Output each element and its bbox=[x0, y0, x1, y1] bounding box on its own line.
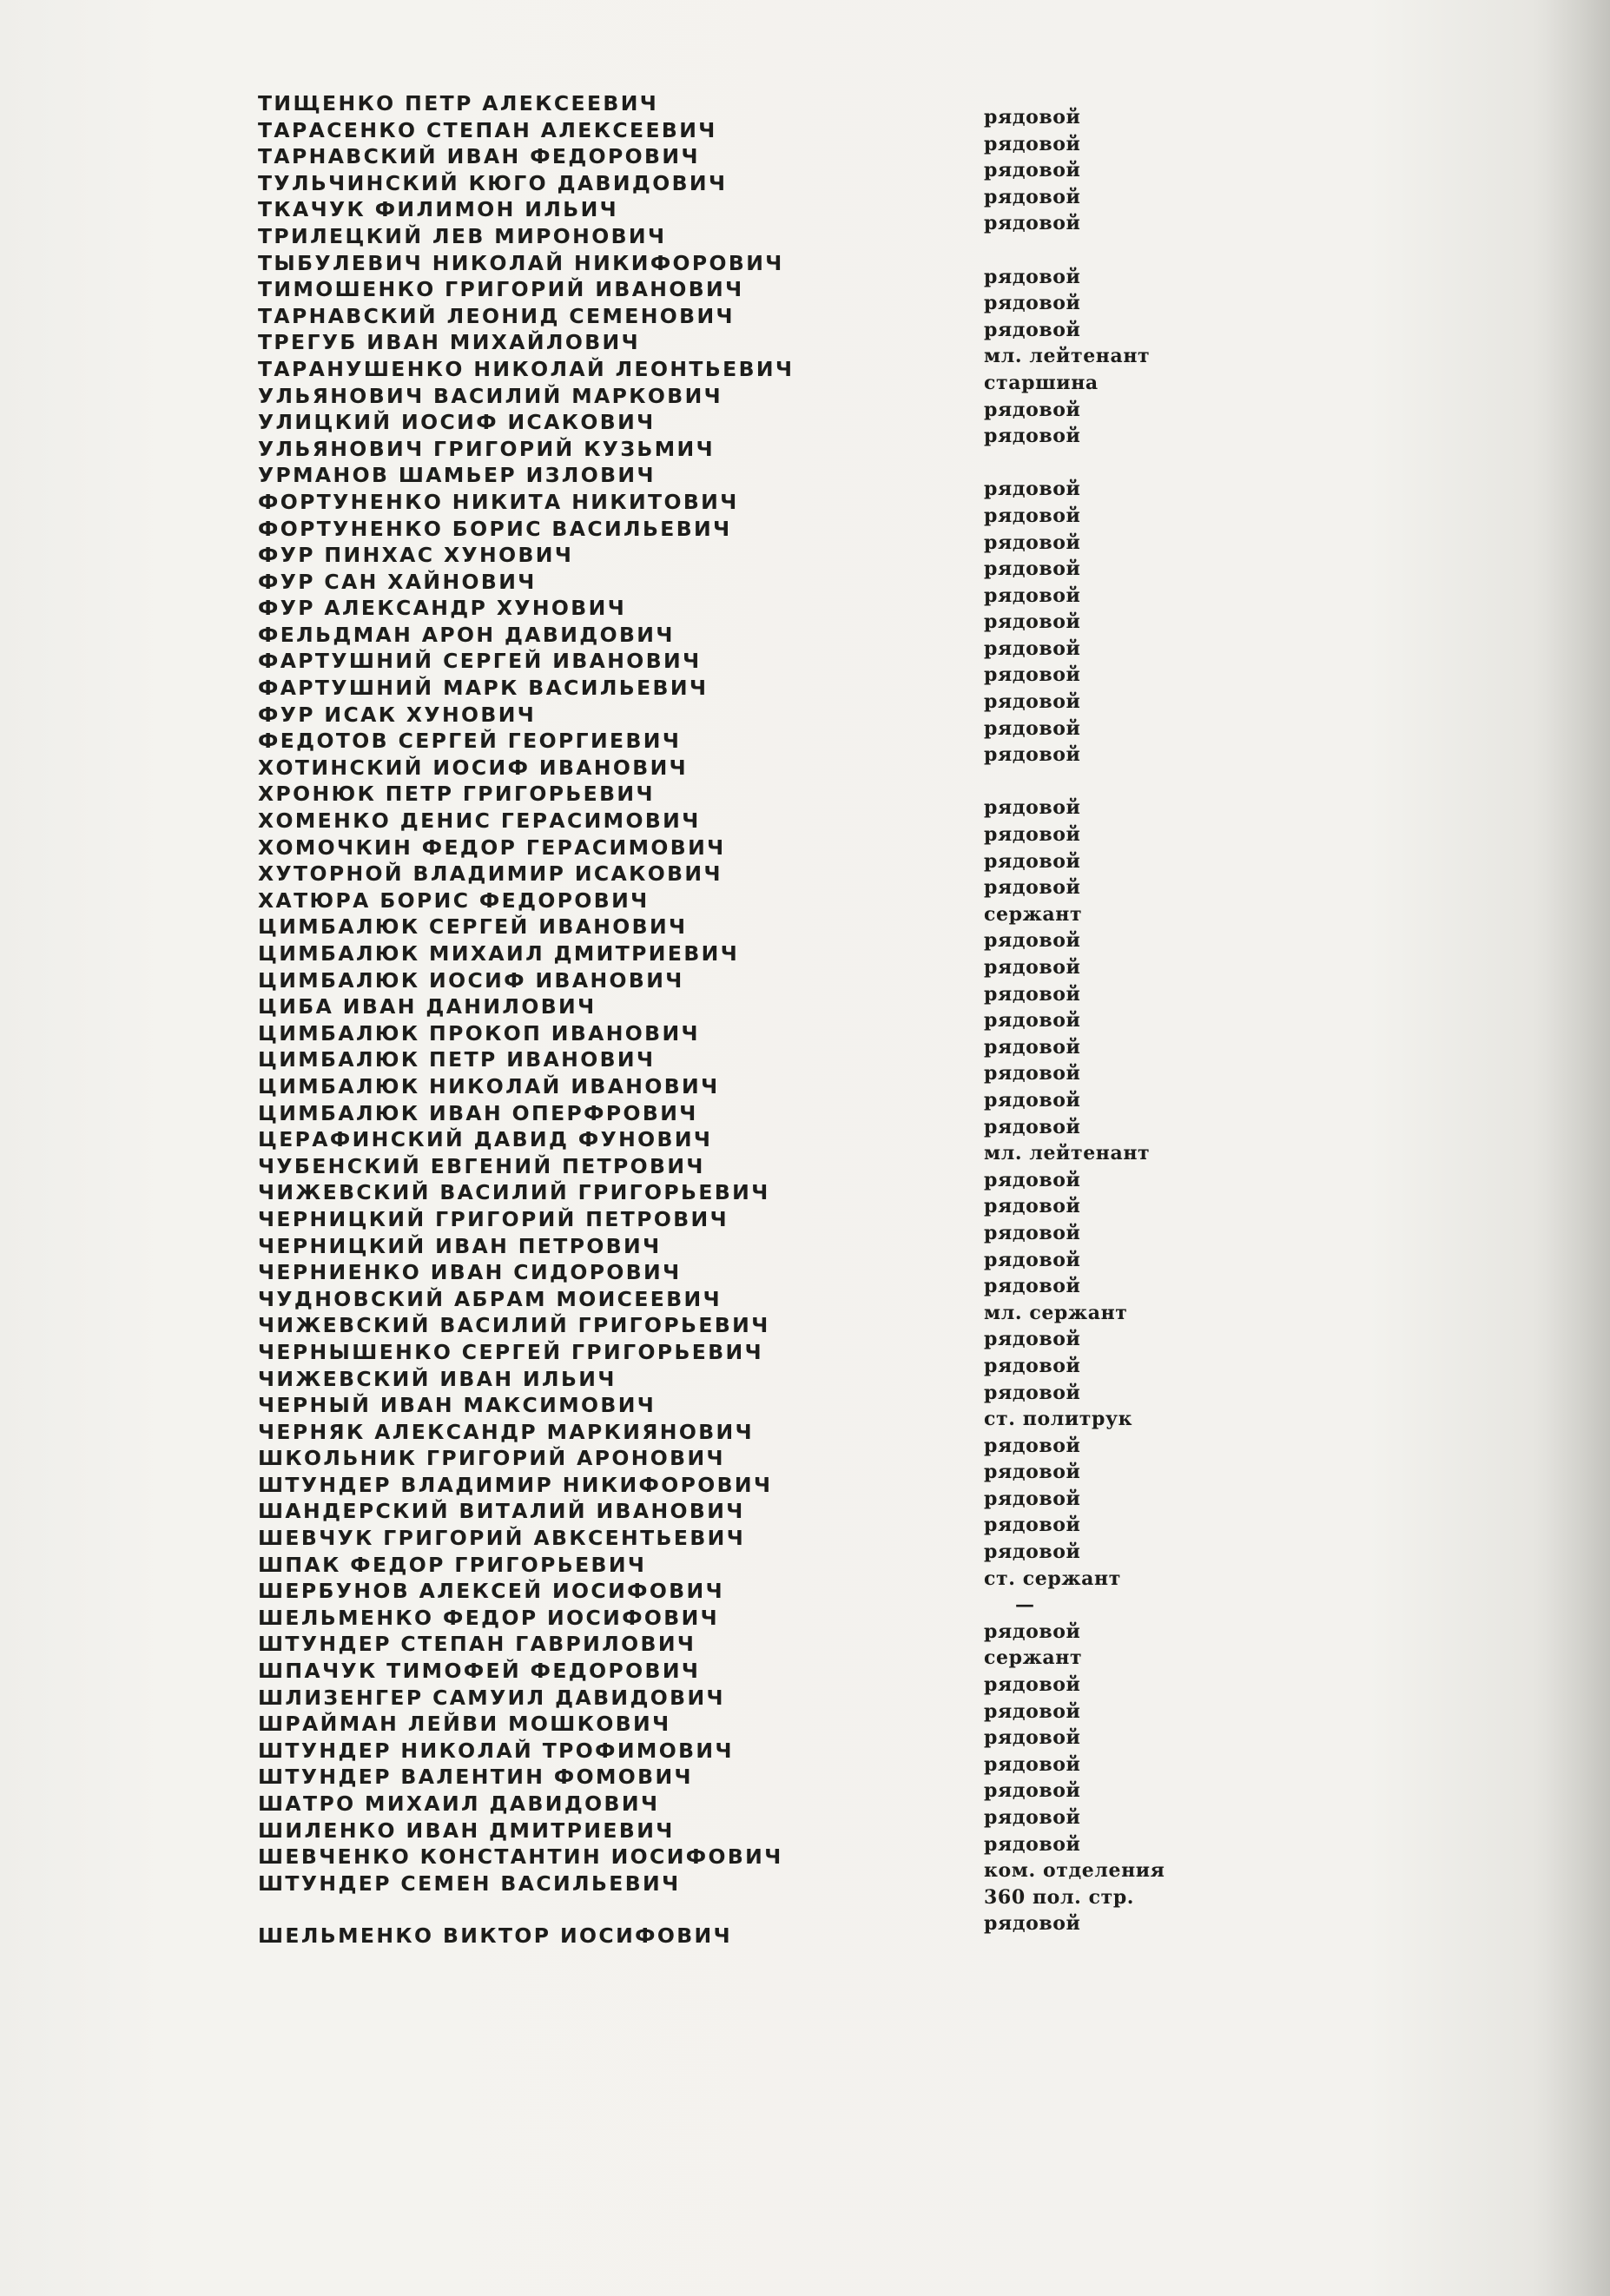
person-name: ФЕДОТОВ СЕРГЕЙ ГЕОРГИЕВИЧ bbox=[258, 729, 682, 754]
military-rank: рядовой bbox=[984, 796, 1081, 820]
military-rank: рядовой bbox=[984, 1752, 1081, 1776]
person-name: ТКАЧУК ФИЛИМОН ИЛЬИЧ bbox=[258, 197, 619, 222]
person-name: ХОМЕНКО ДЕНИС ГЕРАСИМОВИЧ bbox=[258, 808, 701, 834]
person-name: ТРИЛЕЦКИЙ ЛЕВ МИРОНОВИЧ bbox=[258, 223, 667, 248]
person-name: ФУР САН ХАЙНОВИЧ bbox=[258, 569, 537, 594]
military-rank: рядовой bbox=[984, 132, 1081, 155]
military-rank: рядовой bbox=[984, 849, 1081, 873]
military-rank: рядовой bbox=[984, 1009, 1081, 1033]
military-rank: ст. политрук bbox=[984, 1408, 1133, 1431]
person-name: ЧЕРНЯК АЛЕКСАНДР МАРКИЯНОВИЧ bbox=[258, 1419, 755, 1444]
person-name: ЦИМБАЛЮК ИВАН ОПЕРФРОВИЧ bbox=[258, 1100, 698, 1125]
person-name: ХОМОЧКИН ФЕДОР ГЕРАСИМОВИЧ bbox=[258, 835, 726, 860]
military-rank: рядовой bbox=[984, 1035, 1081, 1059]
military-rank: рядовой bbox=[984, 1699, 1081, 1723]
person-name: ЧЕРНИЦКИЙ ИВАН ПЕТРОВИЧ bbox=[258, 1233, 662, 1258]
military-rank: 360 пол. стр. bbox=[984, 1885, 1135, 1909]
person-name: ТРЕГУБ ИВАН МИХАЙЛОВИЧ bbox=[258, 330, 640, 355]
person-name: ЦИМБАЛЮК СЕРГЕЙ ИВАНОВИЧ bbox=[258, 914, 688, 940]
military-rank: рядовой bbox=[984, 185, 1081, 208]
person-name: ТИЩЕНКО ПЕТР АЛЕКСЕЕВИЧ bbox=[258, 91, 659, 115]
person-name: ФОРТУНЕНКО НИКИТА НИКИТОВИЧ bbox=[258, 489, 739, 514]
military-rank: рядовой bbox=[984, 876, 1081, 900]
person-name: ЧУДНОВСКИЙ АБРАМ МОИСЕЕВИЧ bbox=[258, 1286, 722, 1311]
military-rank bbox=[984, 237, 1244, 264]
military-rank: рядовой bbox=[984, 1381, 1081, 1404]
person-name: ШЕРБУНОВ АЛЕКСЕЙ ИОСИФОВИЧ bbox=[258, 1579, 725, 1604]
military-rank: рядовой bbox=[984, 610, 1081, 634]
military-rank: рядовой bbox=[984, 1620, 1081, 1643]
person-name: ЧИЖЕВСКИЙ ИВАН ИЛЬИЧ bbox=[258, 1366, 617, 1391]
military-rank: рядовой bbox=[984, 1168, 1081, 1191]
names-column bbox=[258, 90, 953, 1950]
military-rank bbox=[984, 769, 1244, 795]
person-name: ШАНДЕРСКИЙ ВИТАЛИЙ ИВАНОВИЧ bbox=[258, 1499, 745, 1524]
ranks-column bbox=[984, 104, 1244, 1937]
military-rank: рядовой bbox=[984, 1115, 1081, 1138]
military-rank: рядовой bbox=[984, 1354, 1081, 1377]
military-rank: рядовой bbox=[984, 690, 1081, 714]
person-name: ЧИЖЕВСКИЙ ВАСИЛИЙ ГРИГОРЬЕВИЧ bbox=[258, 1180, 770, 1205]
person-name: ТАРНАВСКИЙ ИВАН ФЕДОРОВИЧ bbox=[258, 144, 700, 169]
military-rank: рядовой bbox=[984, 956, 1081, 979]
military-rank: рядовой bbox=[984, 478, 1081, 501]
person-name: ШПАЧУК ТИМОФЕЙ ФЕДОРОВИЧ bbox=[258, 1659, 701, 1684]
person-name: ТЫБУЛЕВИЧ НИКОЛАЙ НИКИФОРОВИЧ bbox=[258, 250, 784, 275]
person-name: ШЕЛЬМЕНКО ВИКТОР ИОСИФОВИЧ bbox=[258, 1923, 732, 1949]
person-name: ШТУНДЕР СТЕПАН ГАВРИЛОВИЧ bbox=[258, 1632, 696, 1657]
military-rank: рядовой bbox=[984, 1779, 1081, 1803]
person-name: ТАРАНУШЕНКО НИКОЛАЙ ЛЕОНТЬЕВИЧ bbox=[258, 356, 795, 381]
person-name: ШИЛЕНКО ИВАН ДМИТРИЕВИЧ bbox=[258, 1818, 675, 1843]
military-rank: рядовой bbox=[984, 1832, 1081, 1856]
military-rank: рядовой bbox=[984, 743, 1081, 767]
person-name: ЦИМБАЛЮК МИХАИЛ ДМИТРИЕВИЧ bbox=[258, 941, 740, 966]
person-name: ХУТОРНОЙ ВЛАДИМИР ИСАКОВИЧ bbox=[258, 861, 723, 887]
military-rank: рядовой bbox=[984, 663, 1081, 687]
military-rank: ст. сержант bbox=[984, 1567, 1121, 1590]
military-rank: рядовой bbox=[984, 1328, 1081, 1351]
military-rank: рядовой bbox=[984, 716, 1081, 740]
person-name: ТАРНАВСКИЙ ЛЕОНИД СЕМЕНОВИЧ bbox=[258, 303, 735, 328]
person-name: УРМАНОВ ШАМЬЕР ИЗЛОВИЧ bbox=[258, 463, 656, 488]
person-name: ЦЕРАФИНСКИЙ ДАВИД ФУНОВИЧ bbox=[258, 1127, 713, 1152]
person-name: ЧИЖЕВСКИЙ ВАСИЛИЙ ГРИГОРЬЕВИЧ bbox=[258, 1313, 770, 1338]
person-name: ШПАК ФЕДОР ГРИГОРЬЕВИЧ bbox=[258, 1552, 647, 1577]
person-name: ШАТРО МИХАИЛ ДАВИДОВИЧ bbox=[258, 1791, 660, 1816]
military-rank: рядовой bbox=[984, 504, 1081, 527]
person-name: УЛЬЯНОВИЧ ВАСИЛИЙ МАРКОВИЧ bbox=[258, 383, 723, 408]
person-name: ШЕВЧЕНКО КОНСТАНТИН ИОСИФОВИЧ bbox=[258, 1844, 783, 1870]
person-name: ХОТИНСКИЙ ИОСИФ ИВАНОВИЧ bbox=[258, 755, 689, 780]
person-name: ШЕВЧУК ГРИГОРИЙ АВКСЕНТЬЕВИЧ bbox=[258, 1526, 746, 1551]
military-rank: рядовой bbox=[984, 929, 1081, 953]
military-rank: рядовой bbox=[984, 823, 1081, 847]
military-rank: рядовой bbox=[984, 1088, 1081, 1112]
person-name: ЧУБЕНСКИЙ ЕВГЕНИЙ ПЕТРОВИЧ bbox=[258, 1153, 705, 1178]
military-rank: рядовой bbox=[984, 212, 1081, 235]
person-name: ЦИМБАЛЮК ПРОКОП ИВАНОВИЧ bbox=[258, 1020, 700, 1046]
person-name: ФАРТУШНИЙ МАРК ВАСИЛЬЕВИЧ bbox=[258, 676, 709, 701]
military-rank: рядовой bbox=[984, 1062, 1081, 1085]
person-name: ШТУНДЕР ВАЛЕНТИН ФОМОВИЧ bbox=[258, 1765, 693, 1790]
military-rank: рядовой bbox=[984, 292, 1081, 315]
military-rank bbox=[984, 450, 1244, 477]
military-rank: рядовой bbox=[984, 637, 1081, 660]
military-rank: рядовой bbox=[984, 1726, 1081, 1750]
person-name: УЛЬЯНОВИЧ ГРИГОРИЙ КУЗЬМИЧ bbox=[258, 436, 715, 461]
military-rank: рядовой bbox=[984, 425, 1081, 448]
military-rank: рядовой bbox=[984, 531, 1081, 554]
military-rank: рядовой bbox=[984, 159, 1081, 182]
military-rank: рядовой bbox=[984, 1673, 1081, 1697]
person-name: ШЛИЗЕНГЕР САМУИЛ ДАВИДОВИЧ bbox=[258, 1685, 725, 1710]
person-name: ФОРТУНЕНКО БОРИС ВАСИЛЬЕВИЧ bbox=[258, 516, 732, 541]
military-rank: рядовой bbox=[984, 1541, 1081, 1564]
military-rank: рядовой bbox=[984, 1806, 1081, 1829]
military-rank: рядовой bbox=[984, 106, 1081, 129]
military-rank: рядовой bbox=[984, 265, 1081, 288]
person-name: ЦИМБАЛЮК ПЕТР ИВАНОВИЧ bbox=[258, 1047, 656, 1072]
military-rank: рядовой bbox=[984, 558, 1081, 581]
person-name: ЧЕРНЫШЕНКО СЕРГЕЙ ГРИГОРЬЕВИЧ bbox=[258, 1339, 763, 1364]
person-name: ТАРАСЕНКО СТЕПАН АЛЕКСЕЕВИЧ bbox=[258, 117, 717, 142]
person-name: ТИМОШЕНКО ГРИГОРИЙ ИВАНОВИЧ bbox=[258, 277, 744, 302]
person-name: ЧЕРНИЕНКО ИВАН СИДОРОВИЧ bbox=[258, 1260, 682, 1285]
person-name: ХРОНЮК ПЕТР ГРИГОРЬЕВИЧ bbox=[258, 782, 655, 807]
person-name: ШЕЛЬМЕНКО ФЕДОР ИОСИФОВИЧ bbox=[258, 1605, 720, 1630]
military-rank: рядовой bbox=[984, 1514, 1081, 1537]
military-rank: мл. лейтенант bbox=[984, 345, 1151, 368]
person-name: ФУР ПИНХАС ХУНОВИЧ bbox=[258, 543, 574, 568]
military-rank: рядовой bbox=[984, 398, 1081, 421]
person-name: ФЕЛЬДМАН АРОН ДАВИДОВИЧ bbox=[258, 622, 675, 647]
person-name: ШРАЙМАН ЛЕЙВИ МОШКОВИЧ bbox=[258, 1712, 671, 1737]
person-name: ЧЕРНИЦКИЙ ГРИГОРИЙ ПЕТРОВИЧ bbox=[258, 1206, 729, 1231]
military-rank: — bbox=[1015, 1593, 1035, 1617]
person-name: УЛИЦКИЙ ИОСИФ ИСАКОВИЧ bbox=[258, 410, 656, 435]
person-name: ТУЛЬЧИНСКИЙ КЮГО ДАВИДОВИЧ bbox=[258, 170, 728, 195]
person-name: ХАТЮРА БОРИС ФЕДОРОВИЧ bbox=[258, 887, 650, 913]
person-name: ФУР ИСАК ХУНОВИЧ bbox=[258, 702, 537, 727]
military-rank: рядовой bbox=[984, 1275, 1081, 1298]
military-rank: мл. сержант bbox=[984, 1301, 1128, 1324]
military-rank: рядовой bbox=[984, 584, 1081, 607]
military-rank: рядовой bbox=[984, 1434, 1081, 1457]
person-name: ШТУНДЕР ВЛАДИМИР НИКИФОРОВИЧ bbox=[258, 1472, 773, 1497]
person-name: ШТУНДЕР НИКОЛАЙ ТРОФИМОВИЧ bbox=[258, 1738, 734, 1763]
person-name: ЦИМБАЛЮК НИКОЛАЙ ИВАНОВИЧ bbox=[258, 1073, 720, 1099]
person-name: ЦИБА ИВАН ДАНИЛОВИЧ bbox=[258, 994, 597, 1019]
military-rank: рядовой bbox=[984, 1248, 1081, 1271]
person-name: ЧЕРНЫЙ ИВАН МАКСИМОВИЧ bbox=[258, 1393, 657, 1418]
military-rank: рядовой bbox=[984, 1912, 1081, 1936]
military-rank: мл. лейтенант bbox=[984, 1142, 1151, 1165]
military-rank: рядовой bbox=[984, 1221, 1081, 1244]
person-name: ФУР АЛЕКСАНДР ХУНОВИЧ bbox=[258, 596, 627, 621]
military-rank: рядовой bbox=[984, 982, 1081, 1006]
military-rank: рядовой bbox=[984, 1461, 1081, 1484]
person-name: ШТУНДЕР СЕМЕН ВАСИЛЬЕВИЧ bbox=[258, 1870, 681, 1896]
military-rank: сержант bbox=[984, 902, 1083, 926]
military-rank: рядовой bbox=[984, 1195, 1081, 1218]
person-name: ШКОЛЬНИК ГРИГОРИЙ АРОНОВИЧ bbox=[258, 1446, 725, 1471]
person-name: ФАРТУШНИЙ СЕРГЕЙ ИВАНОВИЧ bbox=[258, 649, 702, 674]
military-rank: рядовой bbox=[984, 1487, 1081, 1510]
military-rank: сержант bbox=[984, 1646, 1083, 1670]
person-name: ЦИМБАЛЮК ИОСИФ ИВАНОВИЧ bbox=[258, 967, 684, 993]
military-rank: ком. отделения bbox=[984, 1859, 1165, 1883]
military-rank: старшина bbox=[984, 371, 1099, 394]
military-rank: рядовой bbox=[984, 318, 1081, 341]
